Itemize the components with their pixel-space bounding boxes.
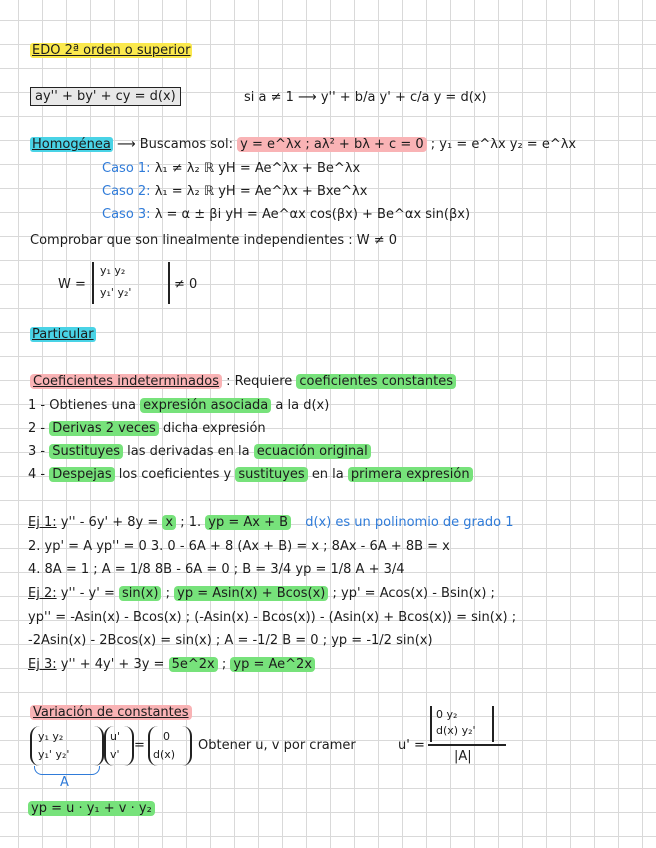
variacion-heading <box>30 704 192 722</box>
step-3-text: las derivadas en la <box>127 444 250 459</box>
step-1-highlight: expresión asociada <box>140 398 271 413</box>
step-3-number: 3 - <box>28 444 46 459</box>
step-1-text-a: 1 - Obtienes una <box>28 398 137 413</box>
step-4 <box>28 466 473 484</box>
homogenea-tail: ; y₁ = e^λx y₂ = e^λx <box>430 137 577 152</box>
matrix-uv-row-1: u' <box>110 730 120 743</box>
step-3 <box>28 443 371 461</box>
variacion-title: Variación de constantes <box>30 705 192 720</box>
ejemplo-1-line-2: 2. yp' = A yp'' = 0 3. 0 - 6A + 8 (Ax + B) = x ; 8Ax - 6A + 8B = x <box>28 539 450 554</box>
matrix-uv-row-2: v' <box>110 748 120 761</box>
step-4-text-a: los coeficientes y <box>118 467 232 482</box>
caso-1-text: λ₁ ≠ λ₂ ℝ yH = Ae^λx + Be^λx <box>154 161 361 176</box>
caso-1-label: Caso 1: <box>102 161 151 176</box>
ejemplo-3-highlight-1: 5e^2x <box>169 657 218 672</box>
step-2 <box>28 420 266 438</box>
variacion-text: Obtener u, v por cramer <box>198 738 356 753</box>
ejemplo-2-label: Ej 2: <box>28 586 57 601</box>
caso-2-label: Caso 2: <box>102 184 151 199</box>
matrix-a-brace-label: A <box>60 775 69 790</box>
ejemplo-3-equation: y'' + 4y' + 3y = <box>60 657 165 672</box>
step-3-highlight-1: Sustituyes <box>49 444 123 459</box>
matrix-a-row-2: y₁' y₂' <box>38 748 70 761</box>
caso-3-label: Caso 3: <box>102 207 151 222</box>
homogenea-arrow: ⟶ Buscamos sol: <box>116 137 234 152</box>
caso-2 <box>102 183 367 201</box>
ejemplo-1-note: d(x) es un polinomio de grado 1 <box>305 515 514 530</box>
step-1-text-b: a la d(x) <box>275 398 330 413</box>
step-2-highlight: Derivas 2 veces <box>49 421 159 436</box>
equation-box: ay'' + by' + cy = d(x) <box>30 87 181 106</box>
coeficientes-title: Coeficientes indeterminados <box>30 374 222 389</box>
coeficientes-colon: : Requiere <box>226 374 293 389</box>
caso-2-text: λ₁ = λ₂ ℝ yH = Ae^λx + Bxe^λx <box>154 184 368 199</box>
matrix-a-row-1: y₁ y₂ <box>38 730 64 743</box>
step-1 <box>28 397 329 415</box>
homogenea-highlight: y = e^λx ; aλ² + bλ + c = 0 <box>237 137 426 152</box>
step-3-highlight-2: ecuación original <box>254 444 371 459</box>
u-fraction-line <box>428 744 506 746</box>
wronskian-label: W = <box>58 277 86 292</box>
ejemplo-1-highlight-1: x <box>162 515 176 530</box>
ejemplo-3 <box>28 656 315 674</box>
matrix-equals: = <box>134 738 145 753</box>
ejemplo-2-tail: ; yp' = Acos(x) - Bsin(x) ; <box>332 586 495 601</box>
wronskian-row-1: y₁ y₂ <box>100 264 126 277</box>
u-det-right-bar <box>492 706 494 742</box>
caso-3-text: λ = α ± βi yH = Ae^αx cos(βx) + Be^αx sin(βx) <box>154 207 471 222</box>
ejemplo-1 <box>28 514 513 532</box>
ejemplo-3-highlight-2: yp = Ae^2x <box>230 657 315 672</box>
equation-normalized: si a ≠ 1 ⟶ y'' + b/a y' + c/a y = d(x) <box>244 90 487 105</box>
step-4-highlight-3: primera expresión <box>348 467 473 482</box>
particular-label: Particular <box>32 327 94 342</box>
coeficientes-highlight: coeficientes constantes <box>296 374 456 389</box>
final-formula-text: yp = u · y₁ + v · y₂ <box>28 801 155 816</box>
ejemplo-1-highlight-2: yp = Ax + B <box>205 515 291 530</box>
comprobar-line: Comprobar que son linealmente independientes : W ≠ 0 <box>30 233 398 248</box>
u-det-left-bar <box>430 706 432 742</box>
step-4-number: 4 - <box>28 467 46 482</box>
wronskian-tail: ≠ 0 <box>174 277 198 292</box>
ejemplo-3-sep: ; <box>221 657 227 672</box>
ejemplo-2-sep: ; <box>165 586 170 601</box>
u-det-row-1: 0 y₂ <box>436 708 458 721</box>
caso-1 <box>102 160 360 178</box>
matrix-rhs-row-2: d(x) <box>153 748 176 761</box>
step-2-text: dicha expresión <box>162 421 266 436</box>
homogenea-label: Homogénea <box>32 137 111 152</box>
caso-3 <box>102 206 470 224</box>
ejemplo-1-sep: ; 1. <box>180 515 202 530</box>
step-4-highlight-2: sustituyes <box>235 467 307 482</box>
step-4-highlight-1: Despejas <box>49 467 114 482</box>
ejemplo-2-equation: y'' - y' = <box>60 586 115 601</box>
page-title <box>30 42 192 60</box>
wronskian-left-bar <box>92 262 94 304</box>
wronskian-right-bar <box>168 262 170 304</box>
ejemplo-2-highlight-2: yp = Asin(x) + Bcos(x) <box>174 586 328 601</box>
homogenea-line <box>30 136 576 154</box>
wronskian-row-2: y₁' y₂' <box>100 286 132 299</box>
step-4-text-b: en la <box>311 467 344 482</box>
step-2-number: 2 - <box>28 421 46 436</box>
particular-heading <box>30 326 96 344</box>
ejemplo-2 <box>28 585 495 603</box>
coeficientes-heading <box>30 373 456 391</box>
ejemplo-2-line-2: yp'' = -Asin(x) - Bcos(x) ; (-Asin(x) - Bcos(x)) - (Asin(x) + Bcos(x)) = sin(x) ; <box>28 610 517 625</box>
u-denominator: |A| <box>454 749 472 764</box>
matrix-rhs-row-1: 0 <box>163 730 170 743</box>
main-equation <box>30 88 181 106</box>
ejemplo-1-line-3: 4. 8A = 1 ; A = 1/8 8B - 6A = 0 ; B = 3/4 yp = 1/8 A + 3/4 <box>28 562 405 577</box>
ejemplo-2-line-3: -2Asin(x) - 2Bcos(x) = sin(x) ; A = -1/2 B = 0 ; yp = -1/2 sin(x) <box>28 633 433 648</box>
ejemplo-1-equation: y'' - 6y' + 8y = <box>60 515 159 530</box>
u-label: u' = <box>398 738 425 753</box>
ejemplo-2-highlight-1: sin(x) <box>119 586 161 601</box>
ejemplo-1-label: Ej 1: <box>28 515 57 530</box>
ejemplo-3-label: Ej 3: <box>28 657 57 672</box>
final-formula <box>28 800 155 818</box>
title-text: EDO 2ª orden o superior <box>32 43 191 58</box>
u-det-row-2: d(x) y₂' <box>436 724 476 737</box>
